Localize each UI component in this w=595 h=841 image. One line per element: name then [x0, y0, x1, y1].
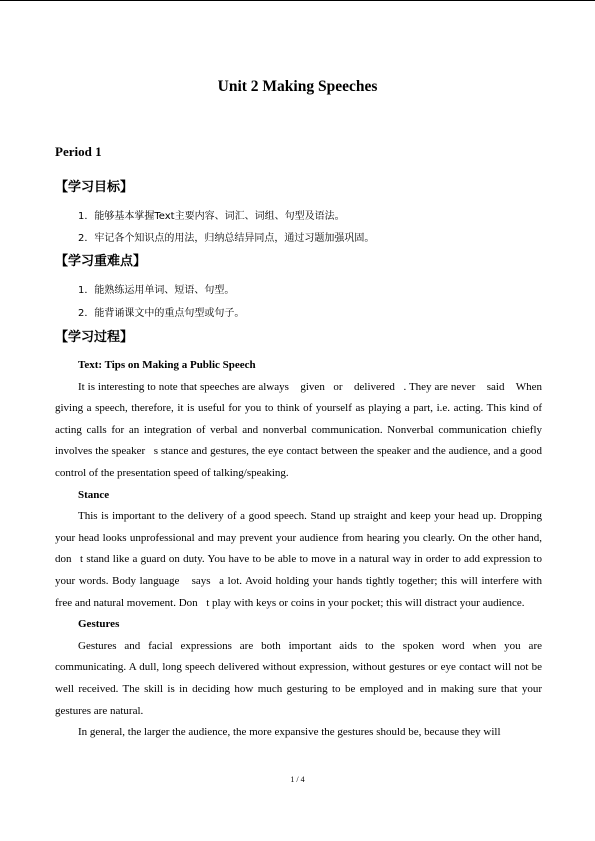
page-title: Unit 2 Making Speeches [217, 78, 378, 95]
paragraph-intro: It is interesting to note that speeches are always  given or  delivered . They are never  said  When giving a speech, therefore, it is useful for you to think of yourself as playing a part, i.e. acting. This kind of acting calls for an integration of verbal and nonverbal communication. Nonverbal communication chiefly involves the speaker s stance and gestures, the eye contact between the speaker and the audience, and a good control of the presentation speed of talking/speaking. [55, 380, 542, 479]
subheading-stance: Stance [78, 488, 110, 501]
text-body [55, 355, 542, 744]
period-heading: Period 1 [55, 144, 102, 159]
section-heading-objectives: 【学习目标】 [55, 180, 134, 195]
subheading-gestures: Gestures [78, 618, 120, 631]
paragraph-gestures: Gestures and facial expressions are both important aids to the spoken word when you are communicating. A dull, long speech delivered without expression, without gestures or eye contact will not be well received. The skill is in deciding how much gesturing to be employed and in making sure that your gestures are natural. [55, 639, 542, 717]
paragraph-stance: This is important to the delivery of a good speech. Stand up straight and keep your head up. Dropping your head looks unprofessional and may prevent your audience from hearing you clearly. On the other hand, don t stand like a guard on duty. You have to be able to move in a natural way in order to add expression to your words. Body language  says a lot. Avoid holding your hands tightly together; this will interfere with free and natural movement. Don t play with keys or coins in your pocket; this will distract your audience. [55, 510, 542, 609]
section-heading-key-points: 【学习重难点】 [55, 254, 147, 269]
objective-item-2: 2．牢记各个知识点的用法，归纳总结异同点，通过习题加强巩固。 [78, 233, 375, 244]
paragraph-general: In general, the larger the audience, the more expansive the gestures should be, because they will [78, 726, 501, 739]
page-number: 1 / 4 [290, 775, 305, 784]
key-point-item-1: 1．能熟练运用单词、短语、句型。 [78, 285, 235, 296]
text-title: Text: Tips on Making a Public Speech [78, 359, 256, 371]
top-rule [0, 0, 595, 1]
key-point-item-2: 2．能背诵课文中的重点句型或句子。 [78, 308, 245, 319]
objective-item-1: 1．能够基本掌握Text主要内容、词汇、词组、句型及语法。 [78, 211, 345, 222]
section-heading-process: 【学习过程】 [55, 330, 134, 345]
